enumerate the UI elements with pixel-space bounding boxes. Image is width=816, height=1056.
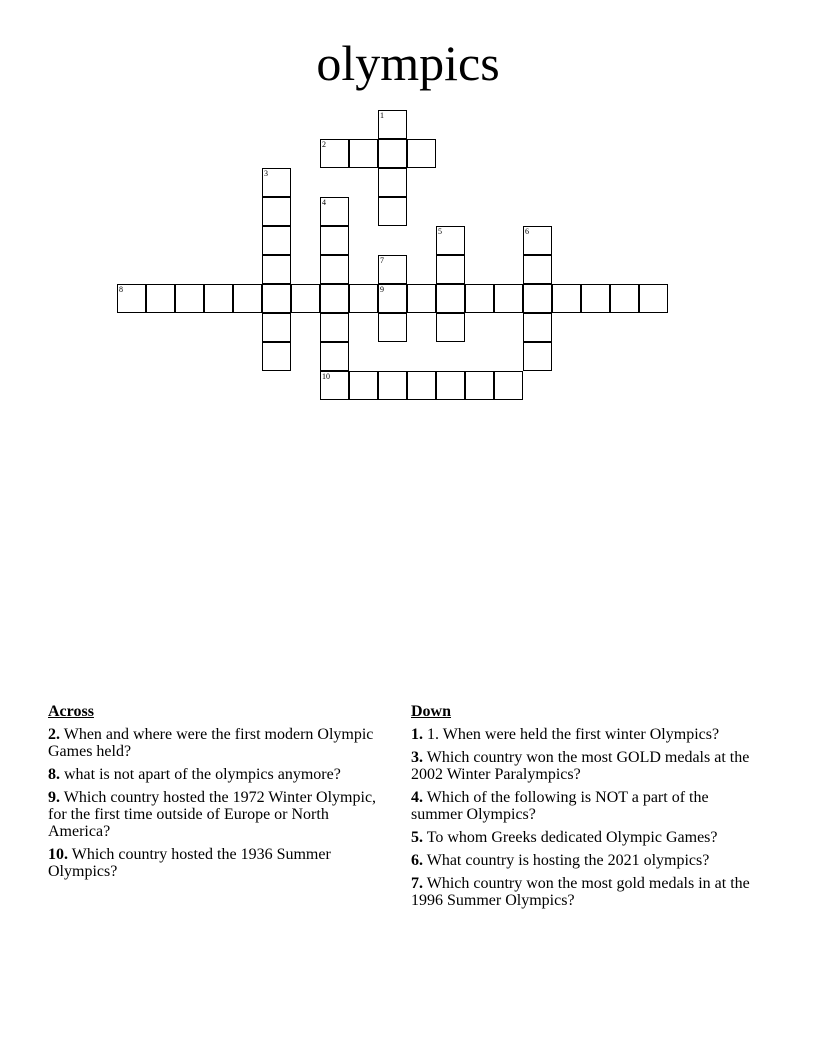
cell-number: 7 [380,256,384,265]
grid-cell[interactable] [320,255,349,284]
cell-number: 5 [438,227,442,236]
grid-cell[interactable] [262,168,291,197]
grid-cell[interactable] [523,284,552,313]
grid-cell[interactable] [407,284,436,313]
cell-number: 2 [322,140,326,149]
grid-cell[interactable] [320,284,349,313]
grid-cell[interactable] [320,197,349,226]
grid-cell[interactable] [117,284,146,313]
grid-cell[interactable] [378,255,407,284]
grid-cell[interactable] [378,197,407,226]
clue-down-1: 1. 1. When were held the first winter Olympics? [411,726,720,743]
grid-cell[interactable] [465,284,494,313]
clue-across-2: 2. When and where were the first modern Olympic Games held? [48,726,374,760]
clue-across-10: 10. Which country hosted the 1936 Summer Olympics? [48,846,331,880]
grid-cell[interactable] [494,371,523,400]
cell-number: 10 [322,372,330,381]
grid-cell[interactable] [436,284,465,313]
grid-cell[interactable] [204,284,233,313]
across-heading: Across [48,703,94,720]
grid-cell[interactable] [378,284,407,313]
clue-down-6: 6. What country is hosting the 2021 olympics? [411,852,710,869]
grid-cell[interactable] [523,255,552,284]
grid-cell[interactable] [523,226,552,255]
clue-down-7: 7. Which country won the most gold medals in at the 1996 Summer Olympics? [411,875,750,909]
down-heading: Down [411,703,452,720]
grid-cell[interactable] [465,371,494,400]
grid-cell[interactable] [262,226,291,255]
grid-cell[interactable] [262,342,291,371]
grid-cell[interactable] [320,226,349,255]
grid-cell[interactable] [175,284,204,313]
cell-number: 1 [380,111,384,120]
grid-cell[interactable] [262,284,291,313]
grid-cell[interactable] [378,313,407,342]
clue-down-3: 3. Which country won the most GOLD medals at the 2002 Winter Paralympics? [411,749,750,783]
grid-cell[interactable] [291,284,320,313]
grid-cell[interactable] [320,313,349,342]
grid-cell[interactable] [436,313,465,342]
grid-cell[interactable] [552,284,581,313]
grid-cell[interactable] [639,284,668,313]
clue-across-8: 8. what is not apart of the olympics anymore? [48,766,341,783]
grid-cell[interactable] [378,168,407,197]
cell-number: 9 [380,285,384,294]
grid-cell[interactable] [349,284,378,313]
grid-cell[interactable] [320,371,349,400]
grid-cell[interactable] [378,139,407,168]
grid-cell[interactable] [320,342,349,371]
grid-cell[interactable] [262,255,291,284]
grid-cell[interactable] [146,284,175,313]
grid-cell[interactable] [349,139,378,168]
grid-cell[interactable] [262,313,291,342]
grid-cell[interactable] [494,284,523,313]
cell-number: 3 [264,169,268,178]
clue-across-9: 9. Which country hosted the 1972 Winter Olympic, for the first time outside of Europe or North America? [48,789,377,840]
grid-cell[interactable] [436,255,465,284]
grid-cell[interactable] [378,371,407,400]
grid-cell[interactable] [523,342,552,371]
grid-cell[interactable] [262,197,291,226]
cell-number: 8 [119,285,123,294]
clue-down-4: 4. Which of the following is NOT a part of the summer Olympics? [411,789,709,823]
grid-cell[interactable] [436,226,465,255]
cell-number: 4 [322,198,326,207]
grid-cell[interactable] [407,371,436,400]
grid-cell[interactable] [436,371,465,400]
page-title: olympics [316,35,500,91]
grid-cell[interactable] [349,371,378,400]
grid-cell[interactable] [581,284,610,313]
clue-down-5: 5. To whom Greeks dedicated Olympic Games? [411,829,718,846]
grid-cell[interactable] [233,284,262,313]
grid-cell[interactable] [407,139,436,168]
down-clues [411,703,756,915]
across-clues [48,703,393,886]
grid-cell[interactable] [320,139,349,168]
grid-cell[interactable] [610,284,639,313]
cell-number: 6 [525,227,529,236]
grid-cell[interactable] [523,313,552,342]
grid-cell[interactable] [378,110,407,139]
crossword-grid [0,0,816,420]
